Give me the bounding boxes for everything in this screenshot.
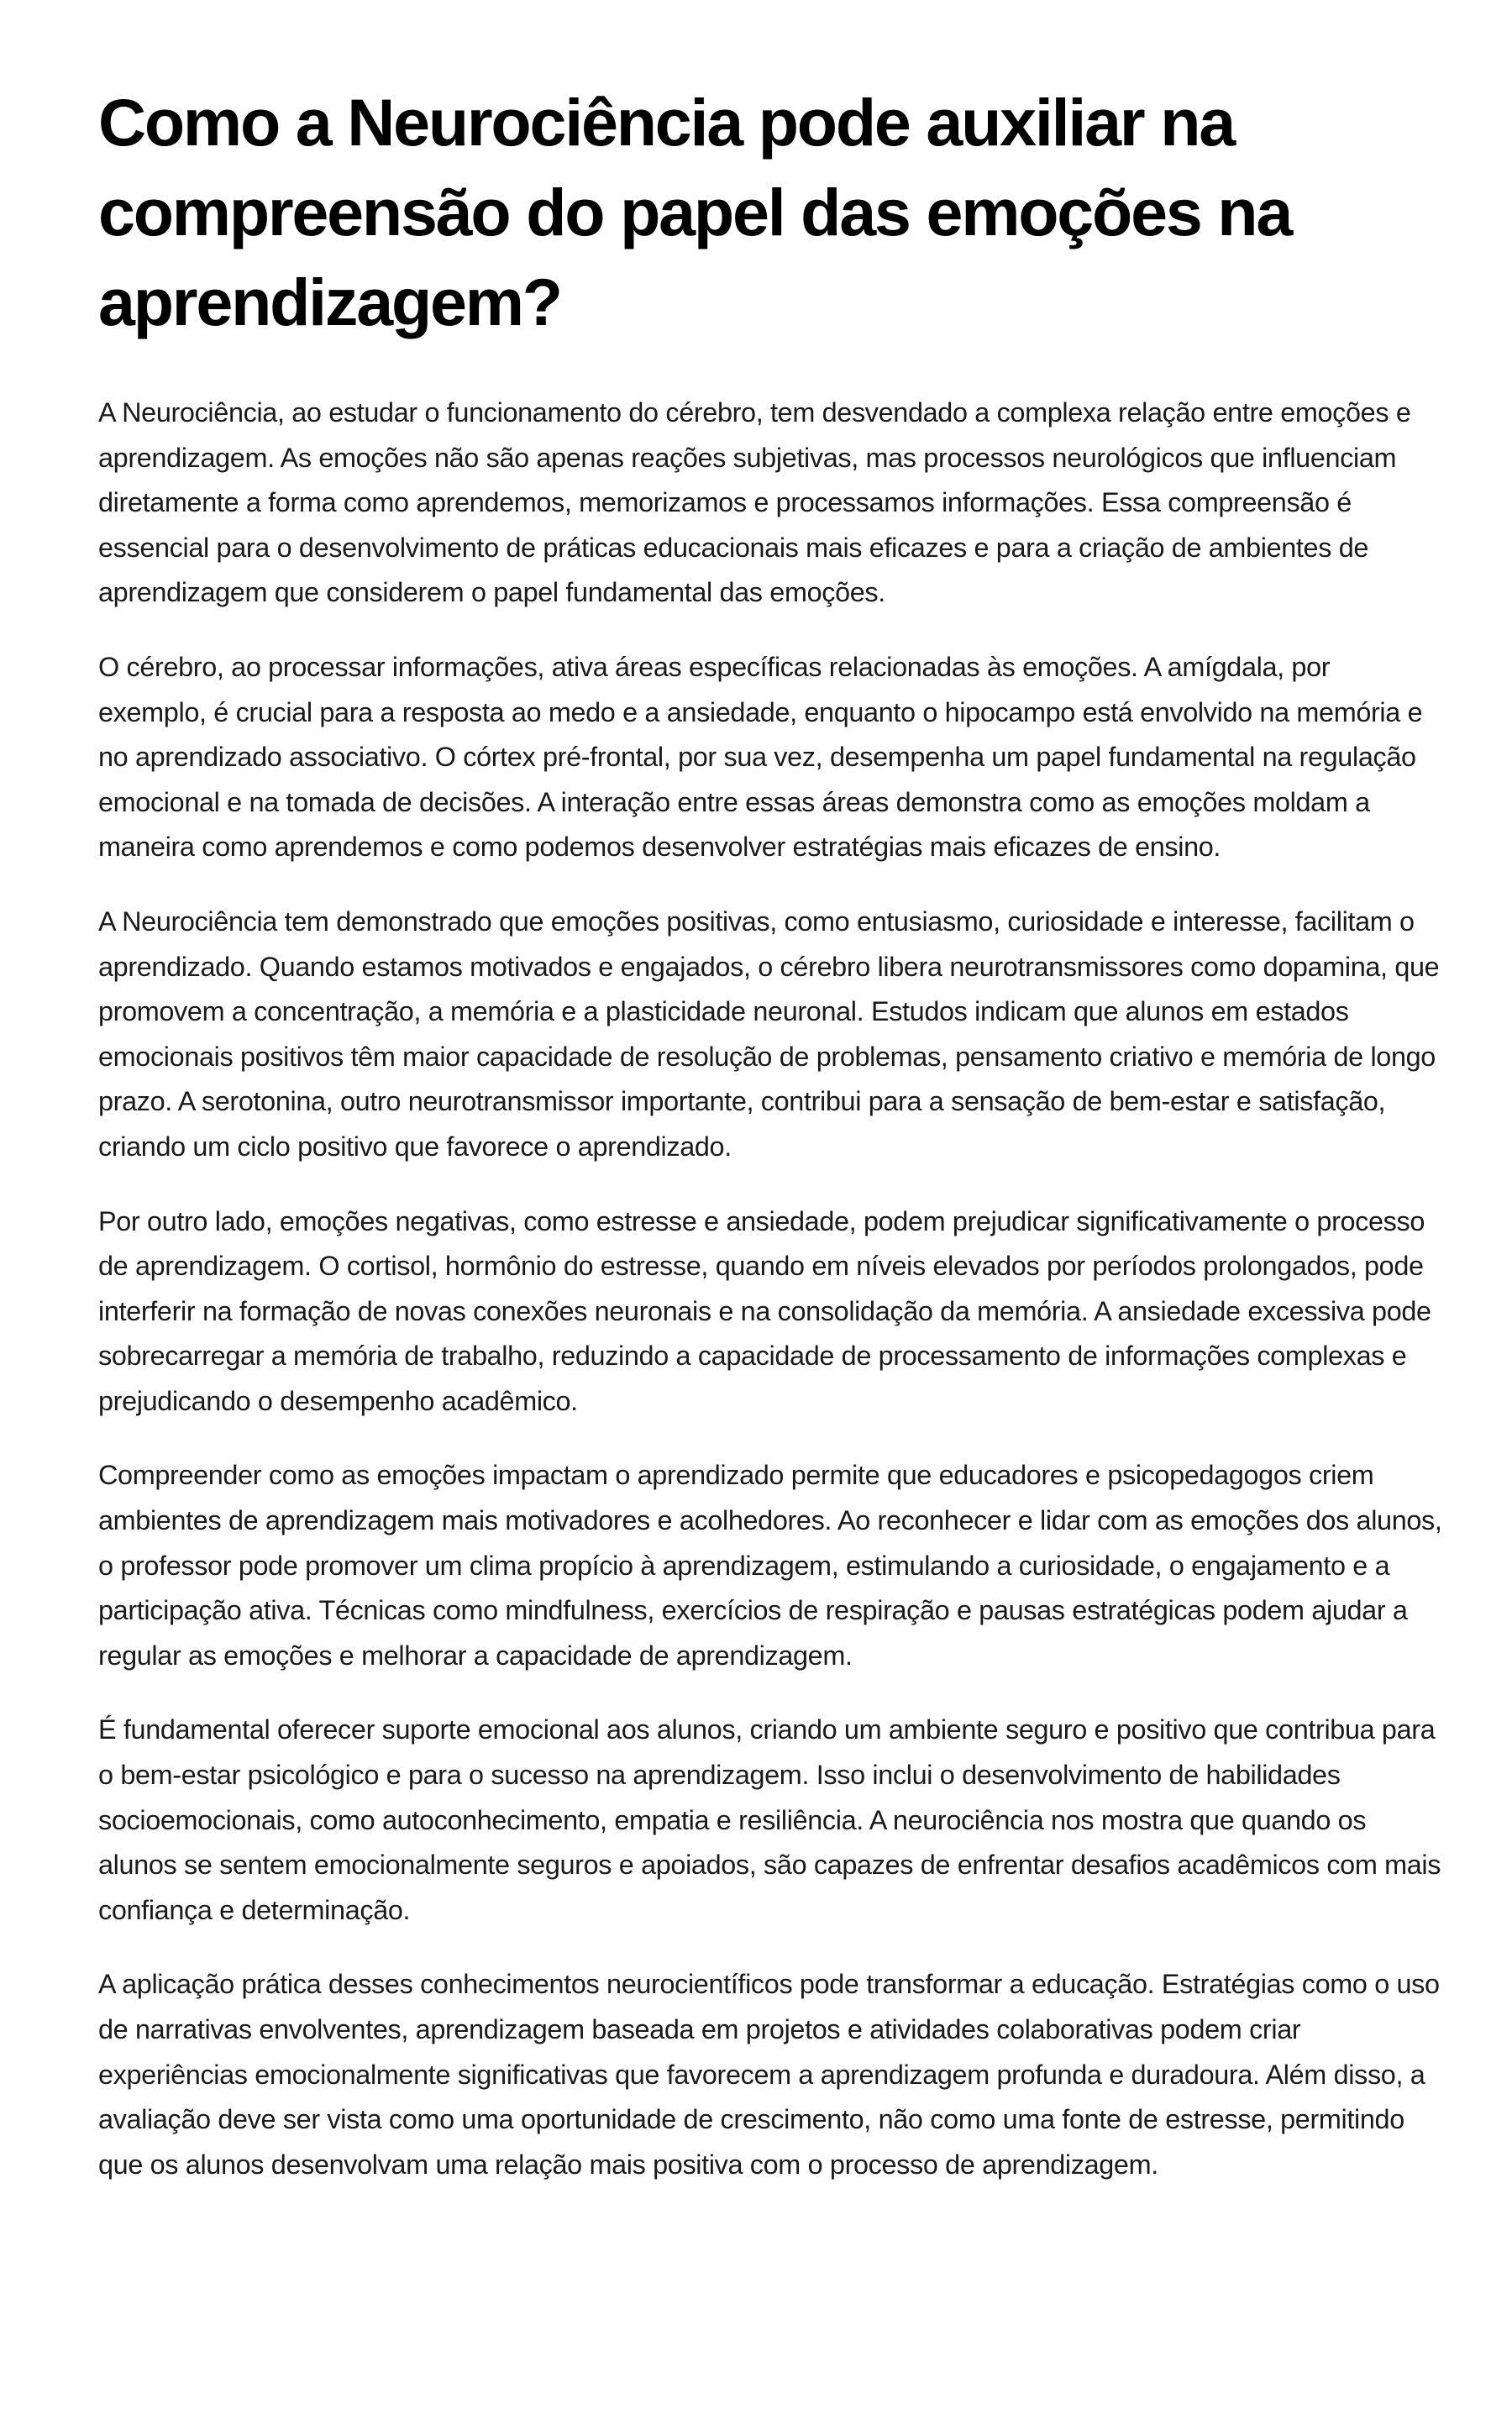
paragraph-2: O cérebro, ao processar informações, ativa áreas específicas relacionadas às emoções. A amígdala, por exemplo, é crucial para a resposta ao medo e a ansiedade, enquanto o hipocampo está envolvido na memória e no aprendizado associativo. O córtex pré-frontal, por sua vez, desempenha um papel fundamental na regulação emocional e na tomada de decisões. A interação entre essas áreas demonstra como as emoções moldam a maneira como aprendemos e como podemos desenvolver estratégias mais eficazes de ensino. bbox=[98, 651, 1423, 863]
paragraph-4: Por outro lado, emoções negativas, como estresse e ansiedade, podem prejudicar significativamente o processo de aprendizagem. O cortisol, hormônio do estresse, quando em níveis elevados por períodos prolongados, pode interferir na formação de novas conexões neuronais e na consolidação da memória. A ansiedade excessiva pode sobrecarregar a memória de trabalho, reduzindo a capacidade de processamento de informações complexas e prejudicando o desempenho acadêmico. bbox=[98, 1205, 1431, 1416]
article bbox=[98, 77, 1442, 2187]
article-title: Como a Neurociência pode auxiliar na compreensão do papel das emoções na aprendizagem? bbox=[98, 85, 1292, 339]
paragraph-3: A Neurociência tem demonstrado que emoções positivas, como entusiasmo, curiosidade e interesse, facilitam o aprendizado. Quando estamos motivados e engajados, o cérebro libera neurotransmissores como dopamina, que promovem a concentração, a memória e a plasticidade neuronal. Estudos indicam que alunos em estados emocionais positivos têm maior capacidade de resolução de problemas, pensamento criativo e memória de longo prazo. A serotonina, outro neurotransmissor importante, contribui para a sensação de bem-estar e satisfação, criando um ciclo positivo que favorece o aprendizado. bbox=[98, 905, 1440, 1162]
paragraph-7: A aplicação prática desses conhecimentos neurocientíficos pode transformar a educação. Estratégias como o uso de narrativas envolventes, aprendizagem baseada em projetos e atividades colaborativas podem criar experiências emocionalmente significativas que favorecem a aprendizagem profunda e duradoura. Além disso, a avaliação deve ser vista como uma oportunidade de crescimento, não como uma fonte de estresse, permitindo que os alunos desenvolvam uma relação mais positiva com o processo de aprendizagem. bbox=[98, 1969, 1440, 2180]
article-body bbox=[98, 391, 1442, 2187]
paragraph-5: Compreender como as emoções impactam o aprendizado permite que educadores e psicopedagogos criem ambientes de aprendizagem mais motivadores e acolhedores. Ao reconhecer e lidar com as emoções dos alunos, o professor pode promover um clima propício à aprendizagem, estimulando a curiosidade, o engajamento e a participação ativa. Técnicas como mindfulness, exercícios de respiração e pausas estratégicas podem ajudar a regular as emoções e melhorar a capacidade de aprendizagem. bbox=[98, 1460, 1442, 1671]
paragraph-6: É fundamental oferecer suporte emocional aos alunos, criando um ambiente seguro e positivo que contribua para o bem-estar psicológico e para o sucesso na aprendizagem. Isso inclui o desenvolvimento de habilidades socioemocionais, como autoconhecimento, empatia e resiliência. A neurociência nos mostra que quando os alunos se sentem emocionalmente seguros e apoiados, são capazes de enfrentar desafios acadêmicos com mais confiança e determinação. bbox=[98, 1714, 1441, 1925]
paragraph-1: A Neurociência, ao estudar o funcionamento do cérebro, tem desvendado a complexa relação entre emoções e aprendizagem. As emoções não são apenas reações subjetivas, mas processos neurológicos que influenciam diretamente a forma como aprendemos, memorizamos e processamos informações. Essa compreensão é essencial para o desenvolvimento de práticas educacionais mais eficazes e para a criação de ambientes de aprendizagem que considerem o papel fundamental das emoções. bbox=[98, 397, 1411, 608]
